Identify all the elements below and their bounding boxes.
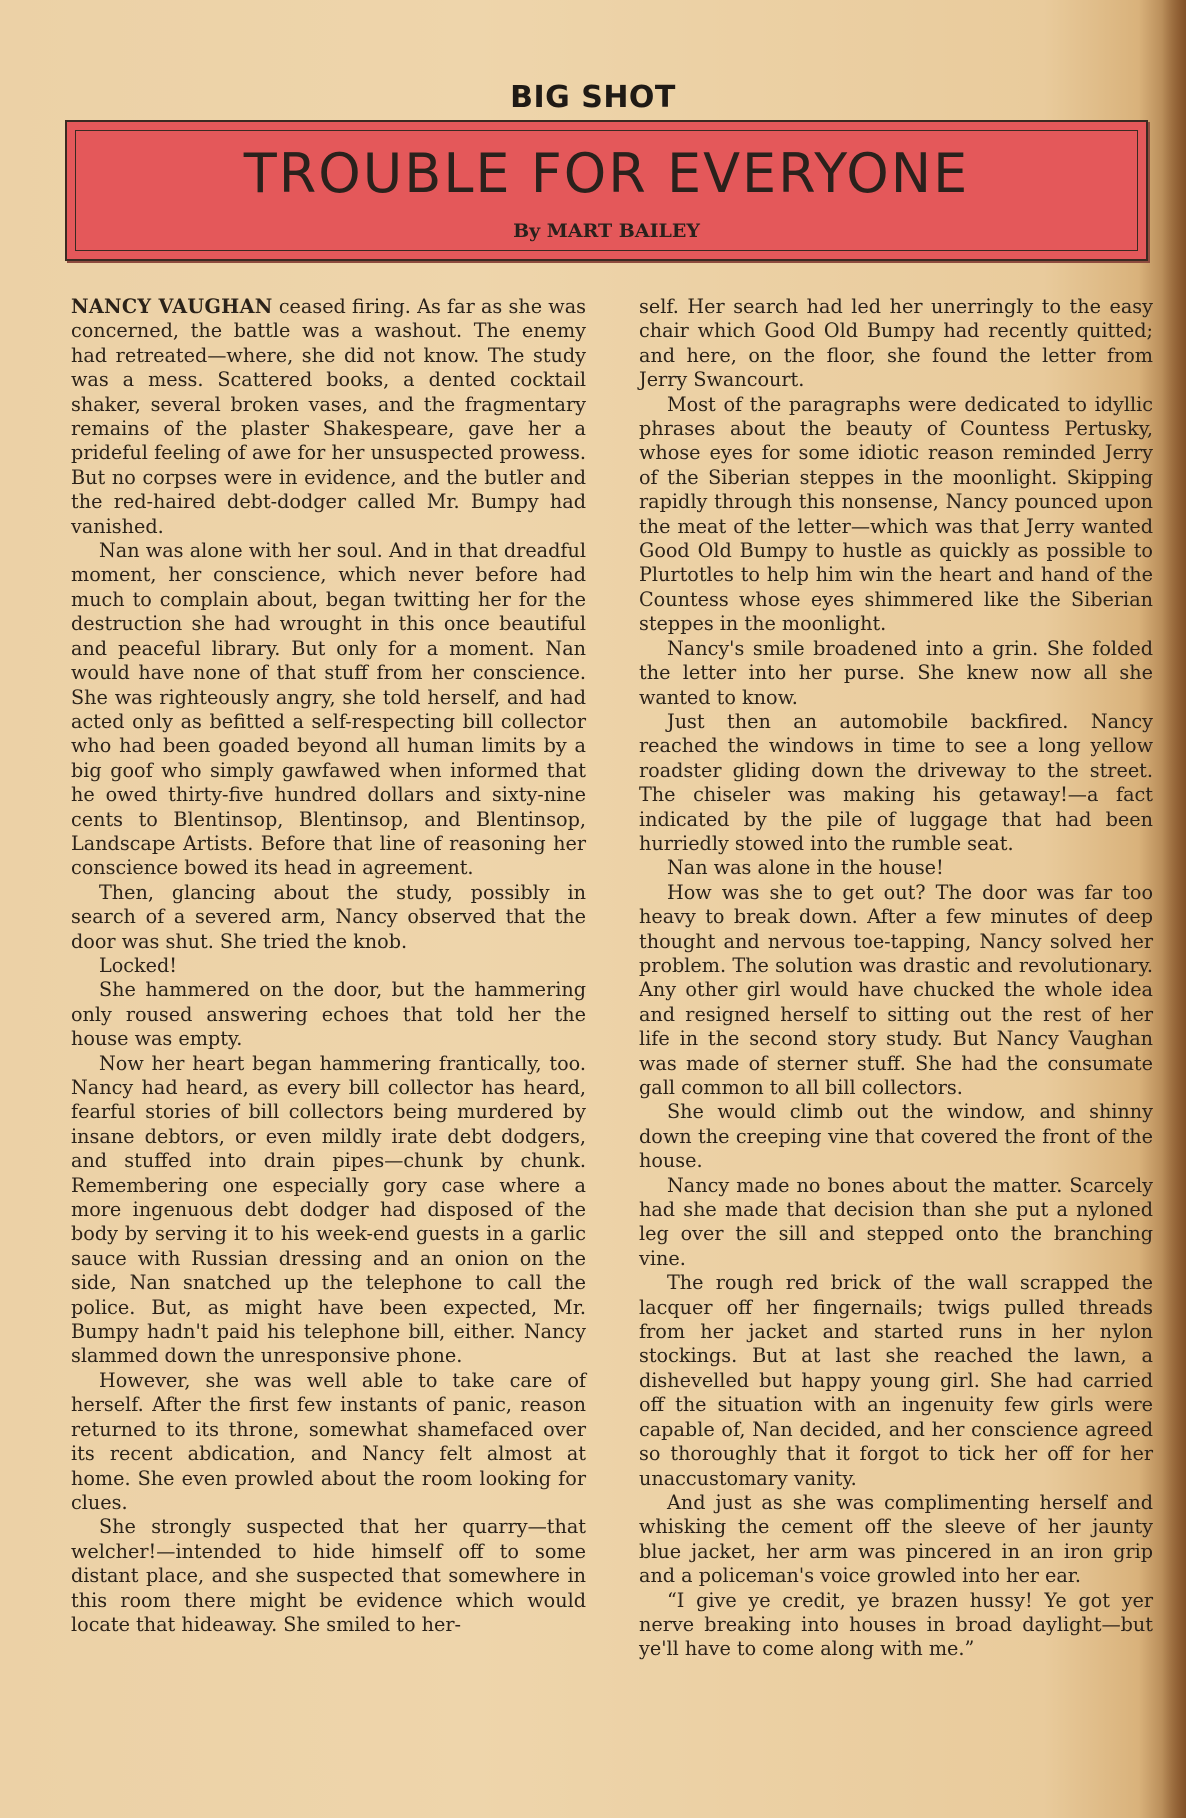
paragraph: The rough red brick of the wall scrapped the lacquer off her fingernails; twigs pulled threads from her jacket and started runs in her nylon stockings. But at last she reached the lawn, a dishevelled but happy young girl. She had carried off the situation with an ingenuity few girls were capable of, Nan decided, and her conscience agreed so thoroughly that it forgot to tick her off for her unaccustomary vanity.	[639, 1271, 1153, 1490]
title-banner	[65, 120, 1148, 261]
paragraph: Nancy made no bones about the matter. Scarcely had she made that decision than she put a nyloned leg over the sill and stepped onto the branching vine.	[639, 1173, 1153, 1270]
story-byline: By MART BAILEY	[513, 220, 700, 242]
paragraph: She strongly suspected that her quarry—that welcher!—intended to hide himself off to some distant place, and she suspected that somewhere in this room there might be evidence which would locate that hideaway. She smiled to her-	[71, 1515, 586, 1636]
paragraph: self. Her search had led her unerringly to the easy chair which Good Old Bumpy had recently quitted; and here, on the floor, she found the letter from Jerry Swancourt.	[639, 295, 1153, 392]
paragraph: Nancy's smile broadened into a grin. She folded the letter into her purse. She knew now all she wanted to know.	[639, 636, 1153, 709]
paragraph: “I give ye credit, ye brazen hussy! Ye got yer nerve breaking into houses in broad daylight—but ye'll have to come along with me.”	[639, 1588, 1153, 1661]
paragraph: And just as she was complimenting herself and whisking the cement off the sleeve of her jaunty blue jacket, her arm was pincered in an iron grip and a policeman's voice growled into her ear.	[639, 1490, 1153, 1588]
lead-name: NANCY VAUGHAN	[71, 295, 273, 318]
paragraph: She would climb out the window, and shinny down the creeping vine that covered the front of the house.	[639, 1100, 1153, 1173]
running-head: BIG SHOT	[510, 80, 676, 115]
paragraph: She hammered on the door, but the hammering only roused answering echoes that told her the house was empty.	[71, 978, 586, 1051]
paragraph-text: ceased firing. As far as she was concerned, the battle was a washout. The enemy had retreated—where, she did not know. The study was a mess. Scattered books, a dented cocktail shaker, several broken vases, and the fragmentary remains of the plaster Shakespeare, gave her a prideful feeling of awe for her unsuspected prowess. But no corpses were in evidence, and the butler and the red-haired debt-dodger called Mr. Bumpy had vanished.	[71, 295, 586, 538]
paragraph: How was she to get out? The door was far too heavy to break down. After a few minutes of deep thought and nervous toe-tapping, Nancy solved her problem. The solution was drastic and revolutionary. Any other girl would have chucked the whole idea and resigned herself to sitting out the rest of her life in the second story study. But Nancy Vaughan was made of sterner stuff. She had the consumate gall common to all bill collectors.	[639, 880, 1153, 1099]
paragraph: Nan was alone with her soul. And in that dreadful moment, her conscience, which never before had much to complain about, began twitting her for the destruction she had wrought in this once beautiful and peaceful library. But only for a moment. Nan would have none of that stuff from her conscience. She was righteously angry, she told herself, and had acted only as befitted a self-respecting bill collector who had been goaded beyond all human limits by a big goof who simply gawfawed when informed that he owed thirty-five hundred dollars and sixty-nine cents to Blentinsop, Blentinsop, and Blentinsop, Landscape Artists. Before that line of reasoning her conscience bowed its head in agreement.	[71, 539, 586, 880]
paragraph: Then, glancing about the study, possibly in search of a severed arm, Nancy observed that the door was shut. She tried the knob.	[71, 880, 586, 953]
paragraph: Nan was alone in the house!	[667, 856, 944, 880]
paragraph: Most of the paragraphs were dedicated to idyllic phrases about the beauty of Countess Pertusky, whose eyes for some idiotic reason reminded Jerry of the Siberian steppes in the moonlight. Skipping rapidly through this nonsense, Nancy pounced upon the meat of the letter—which was that Jerry wanted Good Old Bumpy to hustle as quickly as possible to Plurtotles to help him win the heart and hand of the Countess whose eyes shimmered like the Siberian steppes in the moonlight.	[639, 392, 1153, 636]
paragraph: Locked!	[99, 953, 178, 977]
paragraph	[71, 295, 586, 539]
paragraph: However, she was well able to take care of herself. After the first few instants of panic, reason returned to its throne, somewhat shamefaced over its recent abdication, and Nancy felt almost at home. She even prowled about the room looking for clues.	[71, 1368, 586, 1514]
article-column-left	[71, 295, 586, 1637]
paragraph: Now her heart began hammering frantically, too. Nancy had heard, as every bill collector has heard, fearful stories of bill collectors being murdered by insane debtors, or even mildly irate debt dodgers, and stuffed into drain pipes—chunk by chunk. Remembering one especially gory case where a more ingenuous debt dodger had disposed of the body by serving it to his week-end guests in a garlic sauce with Russian dressing and an onion on the side, Nan snatched up the telephone to call the police. But, as might have been expected, Mr. Bumpy hadn't paid his telephone bill, either. Nancy slammed down the unresponsive phone.	[71, 1051, 586, 1368]
page-spine-shadow	[1162, 0, 1186, 1818]
story-title: TROUBLE FOR EVERYONE	[243, 142, 970, 205]
paragraph: Just then an automobile backfired. Nancy reached the windows in time to see a long yellow roadster gliding down the driveway to the street. The chiseler was making his getaway!—a fact indicated by the pile of luggage that had been hurriedly stowed into the rumble seat.	[639, 709, 1153, 855]
article-column-right	[639, 295, 1153, 1662]
